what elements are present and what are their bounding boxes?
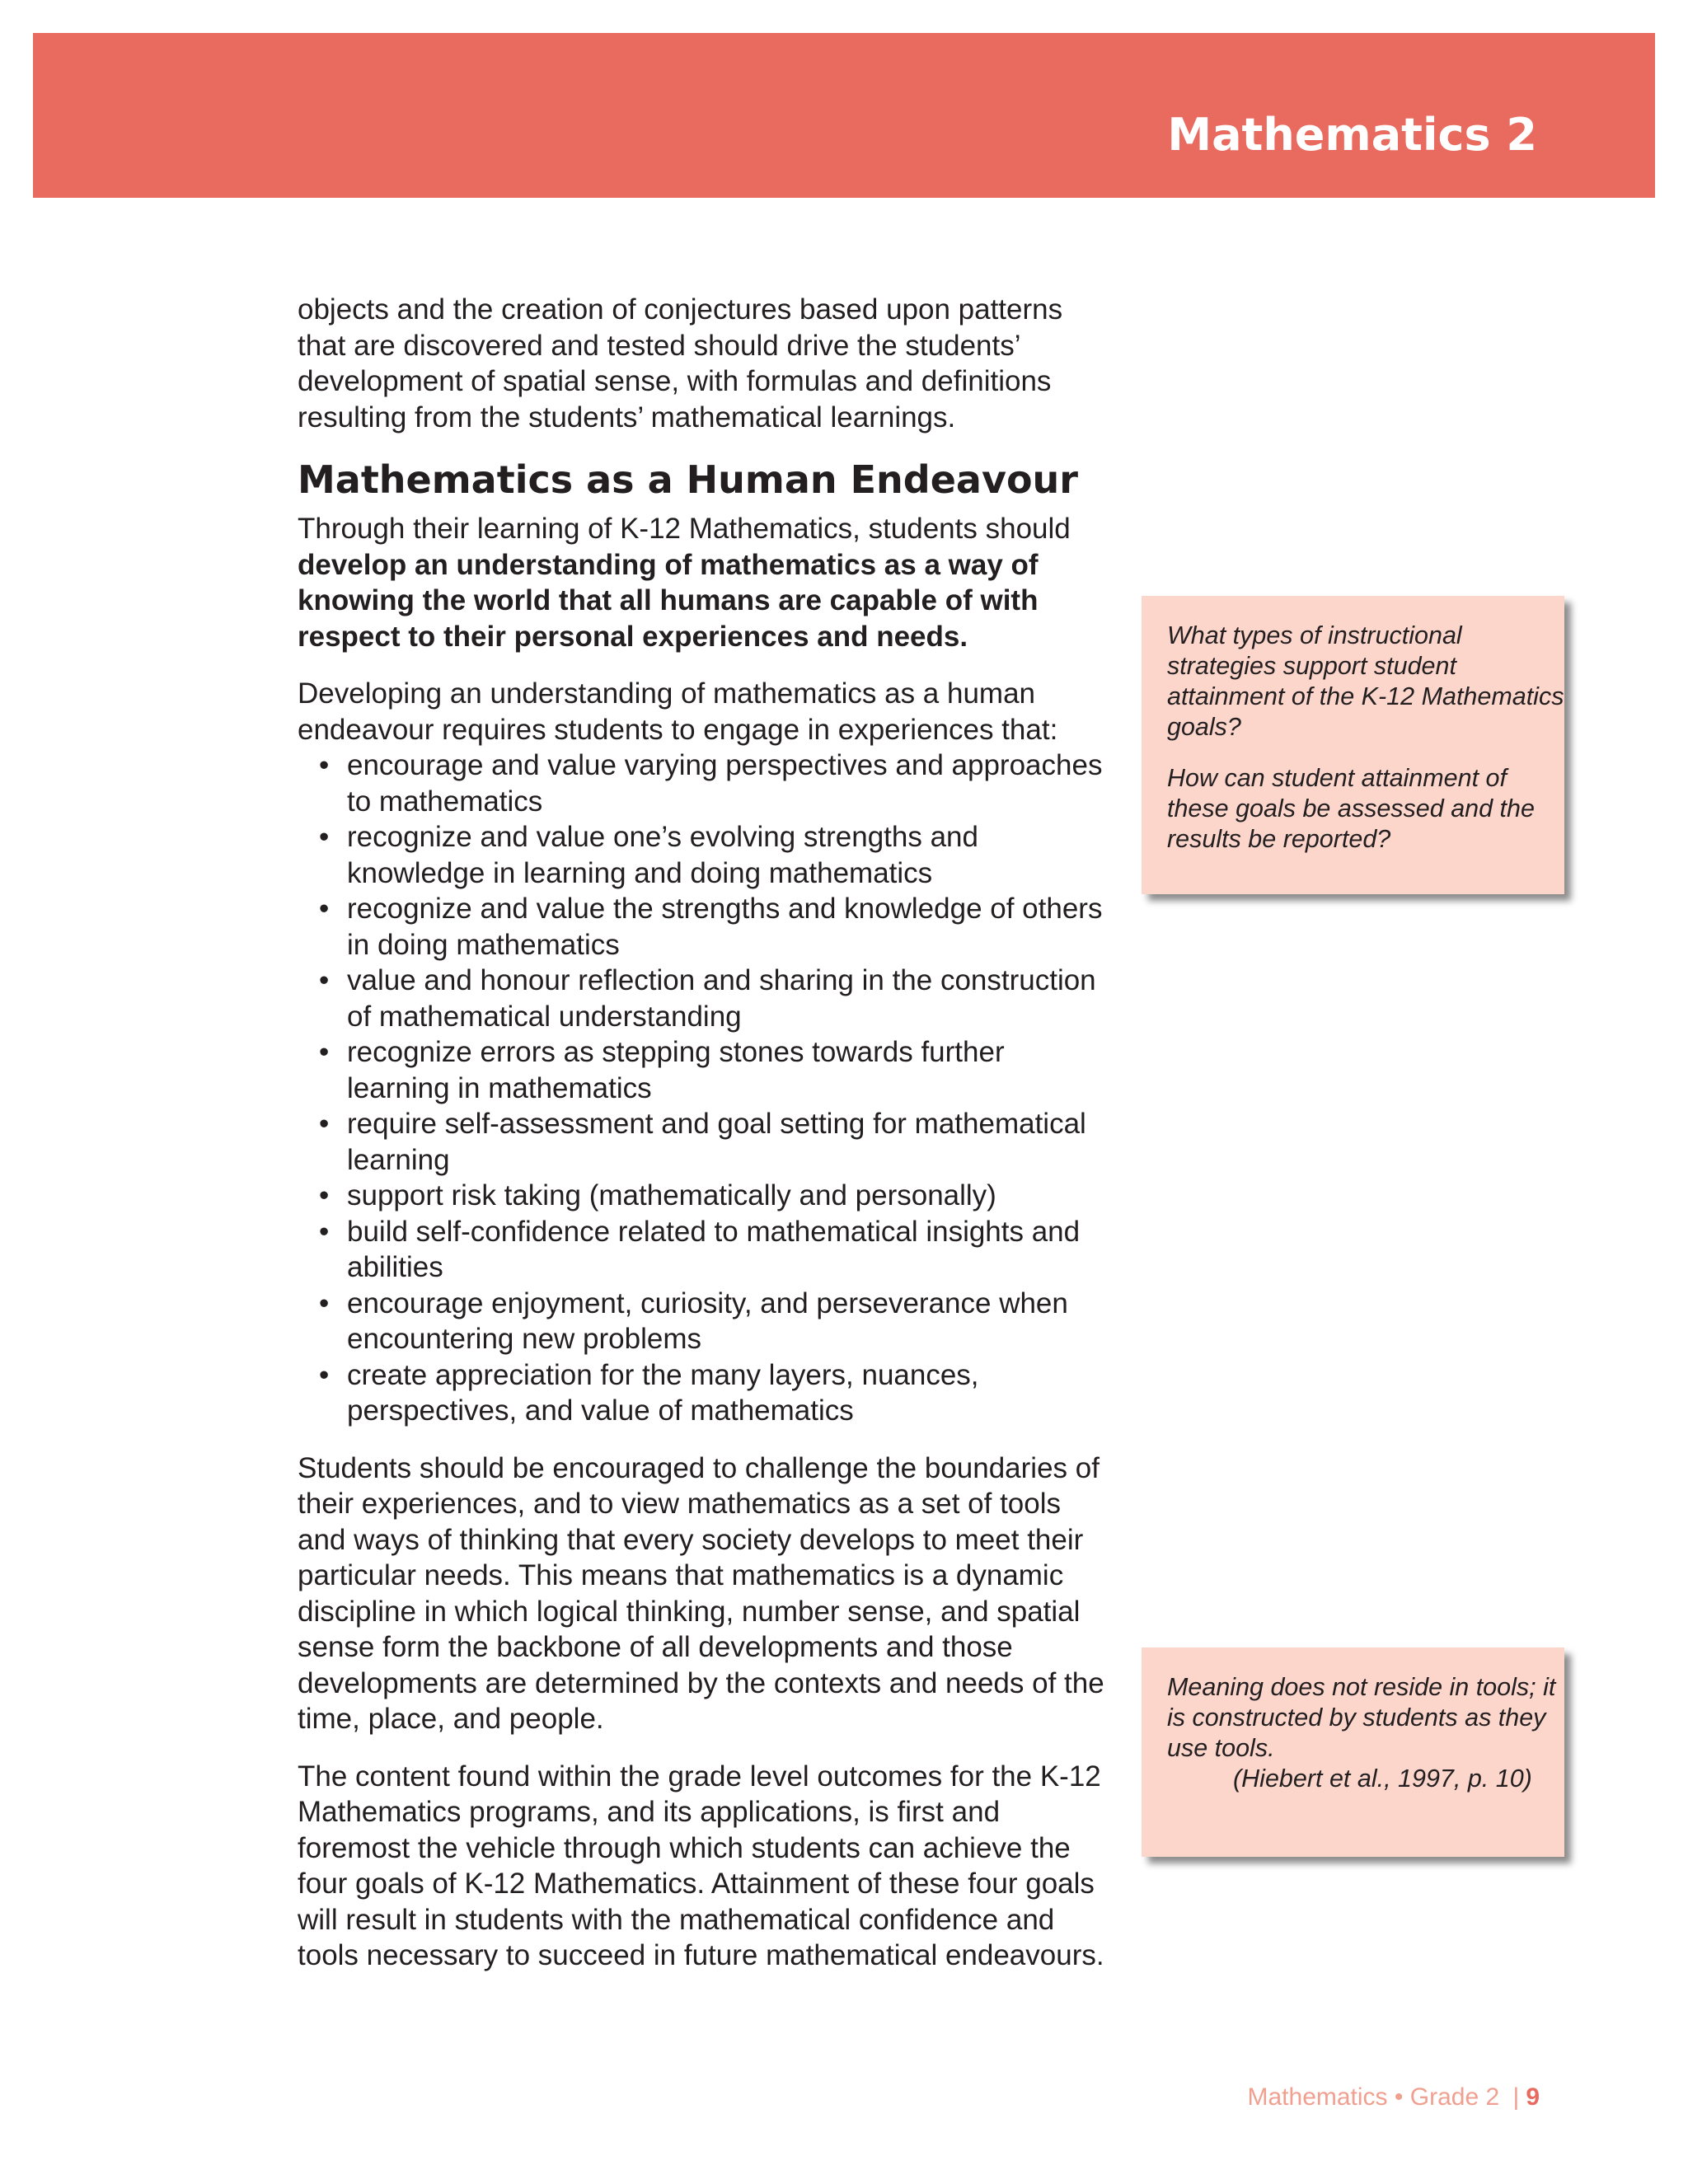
list-item	[298, 1214, 1114, 1286]
list-item-text: require self-assessment and goal setting for mathematical learning	[347, 1108, 1086, 1176]
bullet-icon: •	[319, 1358, 330, 1391]
list-item	[298, 748, 1114, 819]
quote-citation: (Hiebert et al., 1997, p. 10)	[1233, 1765, 1532, 1793]
challenge-paragraph: Students should be encouraged to challenge the boundaries of their experiences, and to view mathematics as a set of tools and ways of thinking that every society develops to meet their particular needs. This means that mathematics is a dynamic discipline in which logical thinking, number sense, and spatial sense form the backbone of all developments and those developments are determined by the contexts and needs of the time, place, and people.	[298, 1451, 1104, 1735]
list-item	[298, 819, 1114, 891]
page-footer	[1248, 2083, 1540, 2112]
sidebar-question: What types of instructional strategies support student attainment of the K-12 Mathematics goals?	[1167, 621, 1564, 741]
list-item-text: encourage enjoyment, curiosity, and perseverance when encountering new problems	[347, 1286, 1068, 1355]
bullet-icon: •	[319, 749, 330, 781]
footer-dot: •	[1394, 2083, 1404, 2111]
bullet-icon: •	[319, 1036, 330, 1068]
main-content	[298, 292, 1114, 1995]
content-paragraph: The content found within the grade level outcomes for the K-12 Mathematics programs, and its applications, is first and foremost the vehicle through which students can achieve the four goals of K-12 Mathematics. Attainment of these four goals will result in students with the mathematical confidence and tools necessary to succeed in future mathematical endeavours.	[298, 1760, 1104, 1971]
list-item-text: recognize and value one’s evolving strengths and knowledge in learning and doing mathematics	[347, 821, 978, 889]
bullet-icon: •	[319, 1215, 330, 1248]
list-item	[298, 891, 1114, 963]
lead-bold-text: develop an understanding of mathematics as a way of knowing the world that all humans are capable of with respect to their personal experiences and needs.	[298, 548, 1039, 653]
list-item	[298, 963, 1114, 1034]
footer-separator: |	[1512, 2083, 1520, 2111]
list-item-text: value and honour reflection and sharing in the construction of mathematical understanding	[347, 964, 1096, 1033]
bullet-icon: •	[319, 893, 330, 925]
bullet-icon: •	[319, 821, 330, 853]
footer-subject: Mathematics	[1247, 2083, 1388, 2111]
page-number: 9	[1526, 2083, 1540, 2111]
list-item	[298, 1034, 1114, 1106]
list-item-text: support risk taking (mathematically and personally)	[347, 1179, 996, 1212]
bullet-icon: •	[319, 1286, 330, 1319]
footer-grade: Grade 2	[1409, 2083, 1500, 2111]
list-item-text: create appreciation for the many layers, nuances, perspectives, and value of mathematics	[347, 1358, 979, 1427]
section-heading: Mathematics as a Human Endeavour	[298, 457, 1078, 502]
sidebar-question: How can student attainment of these goals be assessed and the results be reported?	[1167, 764, 1535, 853]
lead-text: Through their learning of K-12 Mathematics, students should	[298, 513, 1071, 545]
sidebar-note-quote	[1142, 1647, 1564, 1857]
list-item	[298, 1357, 1114, 1429]
bullet-icon: •	[319, 1108, 330, 1140]
list-intro: Developing an understanding of mathematics as a human endeavour requires students to engage in experiences that:	[298, 677, 1058, 746]
list-item-text: recognize and value the strengths and knowledge of others in doing mathematics	[347, 893, 1103, 961]
bullet-icon: •	[319, 964, 330, 996]
list-item	[298, 1286, 1114, 1357]
quote-text: Meaning does not reside in tools; it is constructed by students as they use tools.	[1167, 1673, 1556, 1762]
experiences-list	[298, 748, 1114, 1429]
sidebar-note-questions	[1142, 596, 1564, 894]
intro-paragraph: objects and the creation of conjectures based upon patterns that are discovered and tested should drive the students’ development of spatial sense, with formulas and definitions resulting from the students’ mathematical learnings.	[298, 293, 1063, 434]
list-item-text: recognize errors as stepping stones towards further learning in mathematics	[347, 1036, 1005, 1104]
sidebar-quote	[1167, 1672, 1564, 1794]
list-item-text: encourage and value varying perspectives and approaches to mathematics	[347, 749, 1103, 818]
list-item	[298, 1178, 1114, 1214]
list-item-text: build self-confidence related to mathematical insights and abilities	[347, 1215, 1081, 1283]
bullet-icon: •	[319, 1179, 330, 1212]
list-item	[298, 1106, 1114, 1178]
lead-paragraph	[298, 511, 1114, 654]
page-title: Mathematics 2	[1167, 109, 1537, 161]
